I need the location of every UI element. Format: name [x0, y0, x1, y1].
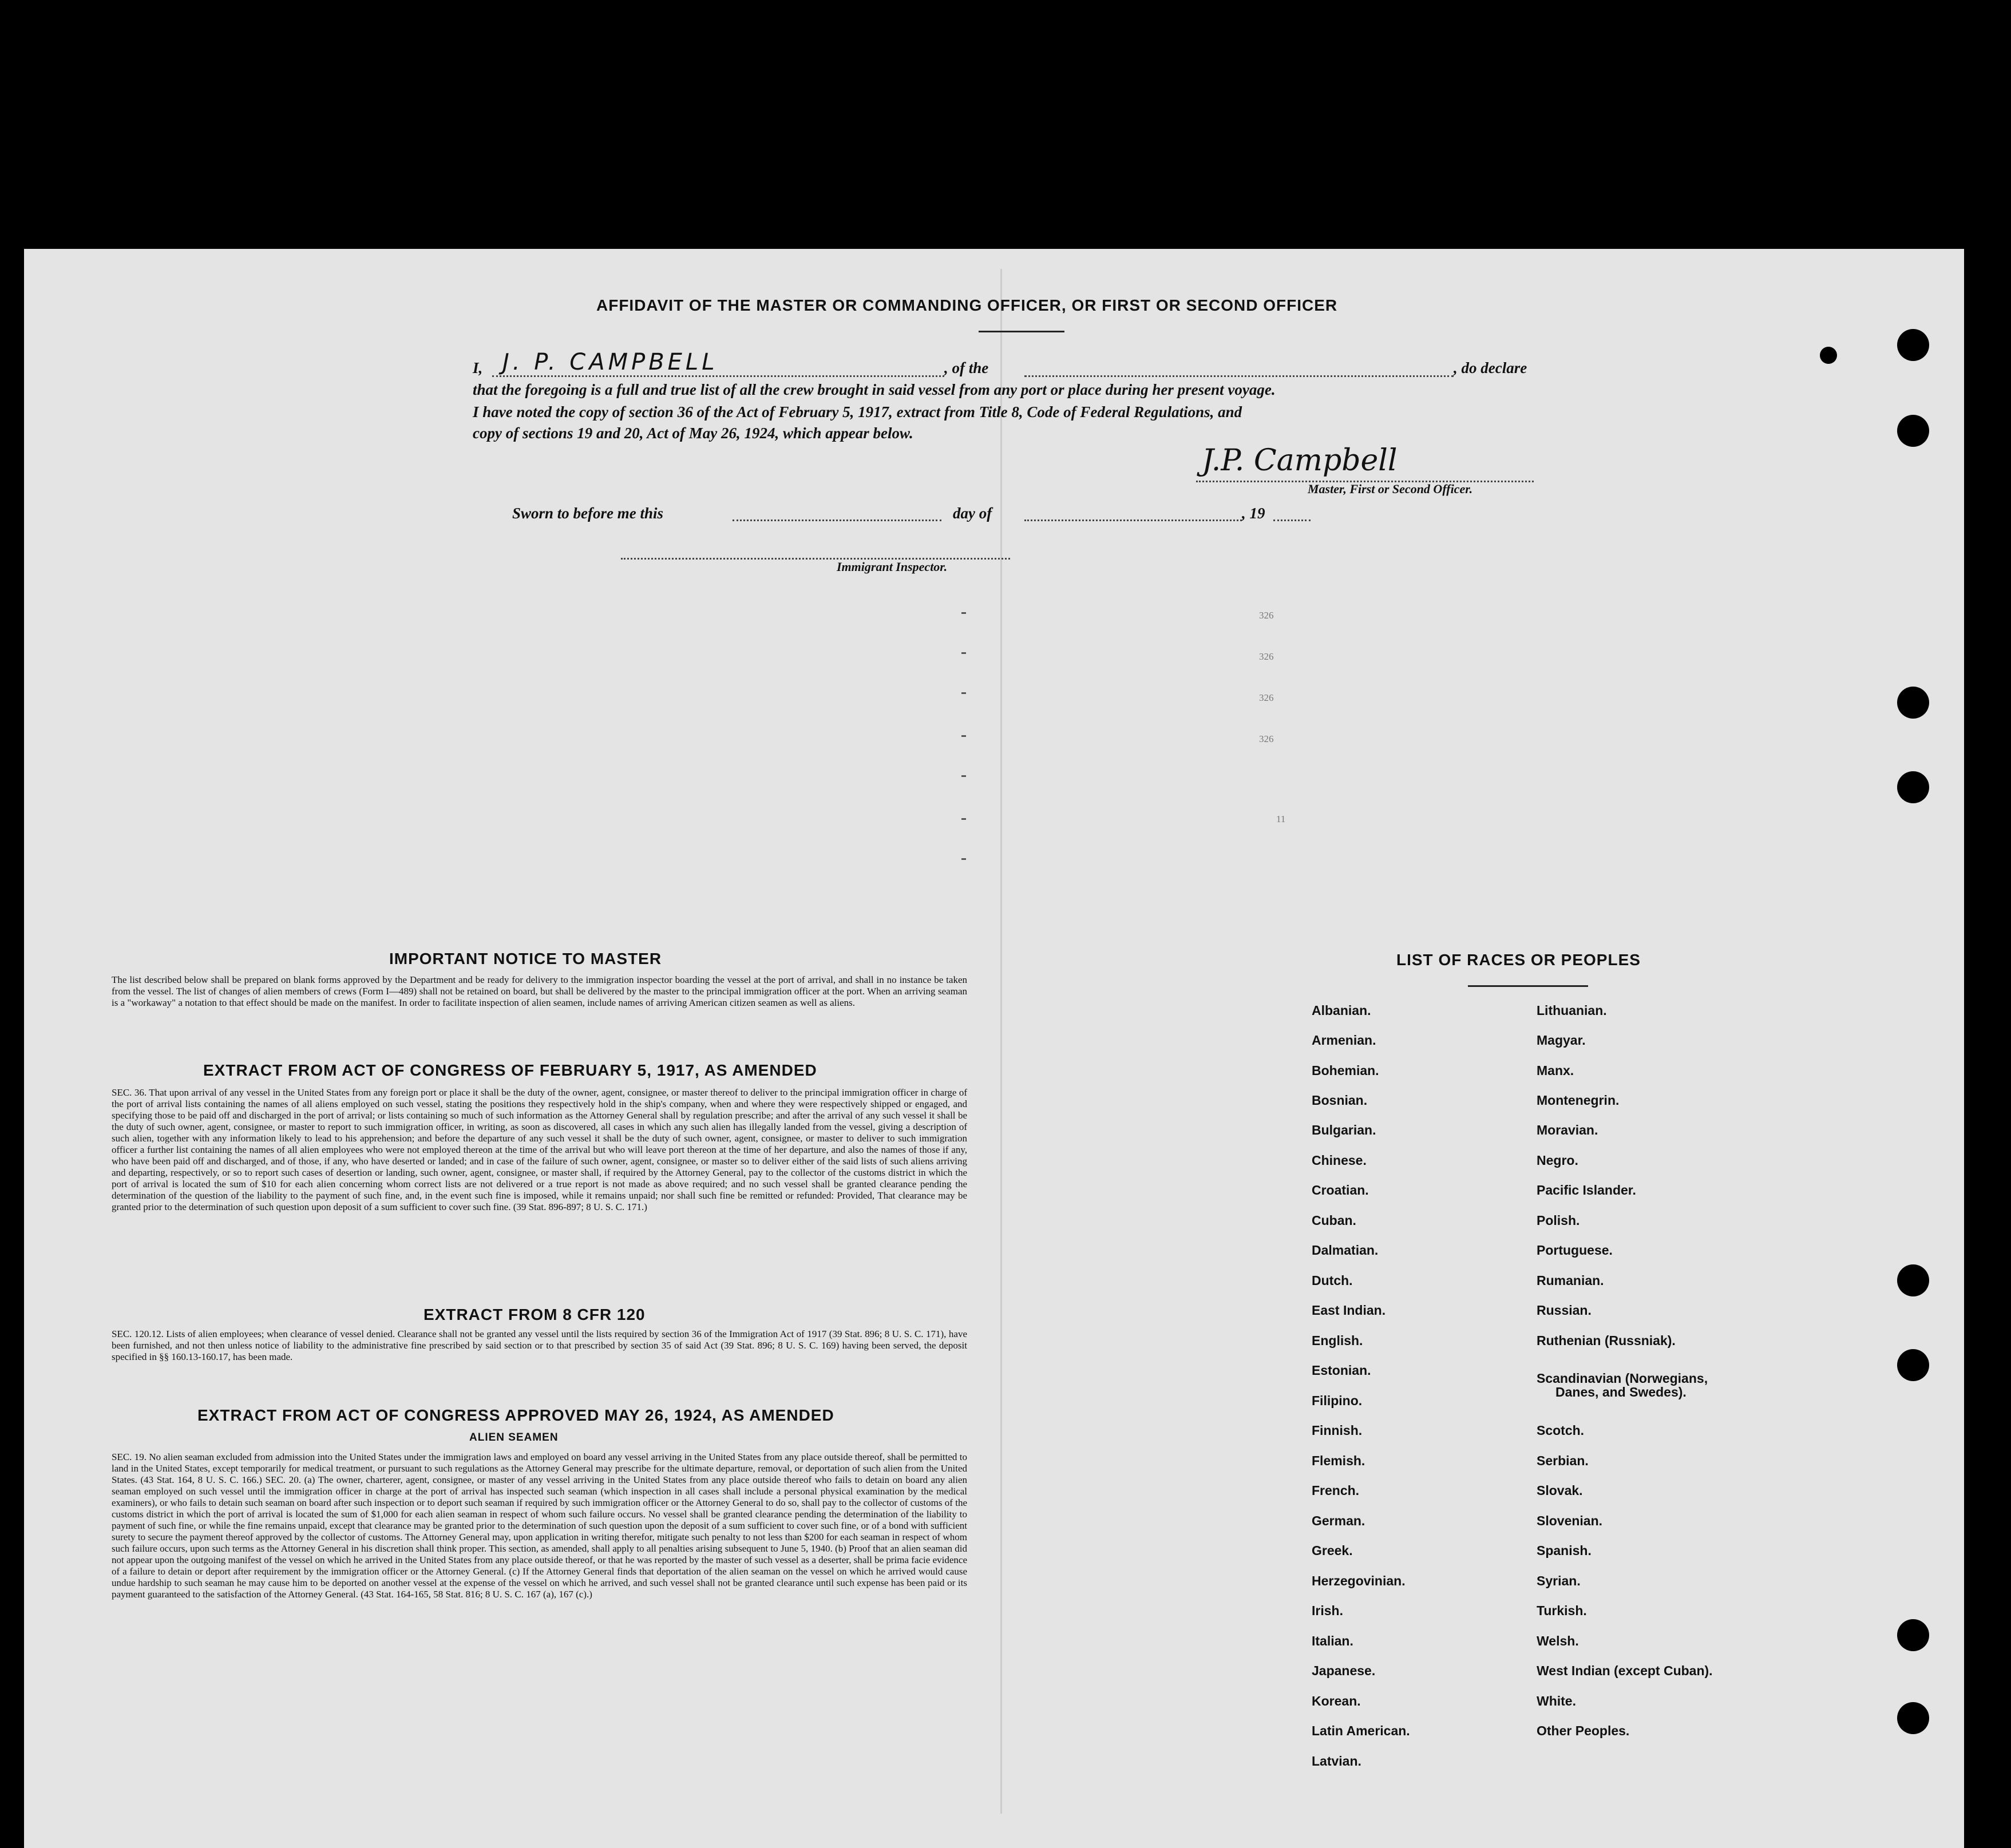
race-item: Turkish. [1537, 1603, 1587, 1618]
race-item: Bulgarian. [1312, 1123, 1376, 1137]
race-item: Bohemian. [1312, 1063, 1379, 1078]
punch-hole [1897, 1619, 1929, 1651]
race-item: Japanese. [1312, 1663, 1376, 1678]
inspector-label: Immigrant Inspector. [837, 560, 948, 574]
tick-mark [961, 858, 966, 860]
year-line [1273, 519, 1311, 521]
race-item: Moravian. [1537, 1123, 1598, 1137]
extract-1924-body: SEC. 19. No alien seaman excluded from admission into the United States under the immigration laws and employed on board any vessel arriving in the United States from any place outside thereof, shall be permitted to land in the United States, except temporarily for medical treatment, or pursuant to such regulations as the Attorney General may prescribe for the ultimate departure, removal, or deportation of such alien from the United States. (43 Stat. 164, 8 U. S. C. 166.) SEC. 20. (a) The owner, charterer, agent, consignee, or master of any vessel arriving in the United States from any place outside thereof who fails to detain on board any alien seaman employed on such vessel until the immigration officer in charge at the port of arrival has inspected such seaman (which inspection in all cases shall include a personal physical examination by the medical examiners), or who fails to detain such seaman on board after such inspection or to deport such seaman if required by such immigration officer or the Attorney General to do so, shall pay to the collector of customs of the customs district in which the port of arrival is located the sum of $1,000 for each alien seaman in respect of whom such failure occurs. No vessel shall be granted clearance pending the determination of the liability to payment of such fine, or while the fine remains unpaid, except that clearance may be granted prior to the determination of such question upon the deposit of a sum sufficient to cover such fine, or of a bond with sufficient surety to secure the payment thereof approved by the collector of customs. The Attorney General may, upon application in writing therefor, mitigate such penalty to not less than $200 for each seaman in respect of whom such failure occurs, upon such terms as the Attorney General in his discretion shall think proper. This section, as amended, shall apply to all penalties arising subsequent to June 5, 1940. (b) Proof that an alien seaman did not appear upon the outgoing manifest of the vessel on which he arrived in the United States from any place outside thereof, or that he was reported by the master of such vessel as a deserter, shall be prima facie evidence of a failure to detain or deport after requirement by the immigration officer or the Attorney General. (c) If the Attorney General finds that deportation of the alien seaman on the vessel on which he arrived would cause undue hardship to such seaman he may cause him to be deported on another vessel at the expense of the vessel on which he arrived, and such vessel shall not be granted clearance until such expense has been paid or its payment guaranteed to the satisfaction of the Attorney General. (43 Stat. 164-165, 58 Stat. 816; 8 U. S. C. 167 (a), 167 (c).) [112, 1452, 967, 1600]
punch-hole [1897, 415, 1929, 447]
race-item: Greek. [1312, 1543, 1353, 1558]
race-item: Flemish. [1312, 1453, 1365, 1468]
punch-hole [1897, 771, 1929, 803]
race-item: Italian. [1312, 1633, 1353, 1648]
notice-title: IMPORTANT NOTICE TO MASTER [389, 950, 662, 967]
race-item: English. [1312, 1333, 1363, 1348]
sworn-month-line [1024, 519, 1242, 521]
bleed-mark: 326 [1259, 692, 1274, 703]
race-item: Bosnian. [1312, 1093, 1368, 1108]
sworn-day-line [733, 519, 941, 521]
document-page [24, 249, 1964, 1848]
race-item: White. [1537, 1694, 1576, 1708]
race-item: Latvian. [1312, 1754, 1361, 1768]
race-item: Latin American. [1312, 1723, 1410, 1738]
race-item: Dalmatian. [1312, 1243, 1379, 1258]
race-item: Korean. [1312, 1694, 1361, 1708]
race-item: Slovenian. [1537, 1513, 1603, 1528]
do-declare-label: , do declare [1454, 359, 1527, 376]
race-item: Finnish. [1312, 1423, 1363, 1438]
race-item: Polish. [1537, 1213, 1580, 1228]
extract-1924-subtitle: ALIEN SEAMEN [469, 1431, 559, 1443]
race-item: Dutch. [1312, 1273, 1353, 1288]
extract-1924-title: EXTRACT FROM ACT OF CONGRESS APPROVED MAY 26, 1924, AS AMENDED [197, 1406, 834, 1424]
affidavit-i: I, [473, 359, 483, 376]
race-item: Armenian. [1312, 1033, 1376, 1048]
race-item: Portuguese. [1537, 1243, 1613, 1258]
bleed-mark: 326 [1259, 610, 1274, 621]
tick-mark [961, 735, 966, 737]
punch-hole [1897, 329, 1929, 361]
affidavit-line-4: copy of sections 19 and 20, Act of May 26, 1924, which appear below. [473, 425, 913, 442]
race-item: Rumanian. [1537, 1273, 1604, 1288]
title-underline [979, 331, 1064, 332]
race-item: Manx. [1537, 1063, 1574, 1078]
race-item: Slovak. [1537, 1483, 1583, 1498]
race-item: Russian. [1537, 1303, 1592, 1318]
bleed-mark: 11 [1276, 814, 1286, 824]
year-label: , 19 [1242, 505, 1265, 522]
race-item: Lithuanian. [1537, 1003, 1607, 1018]
race-item: Herzegovinian. [1312, 1573, 1406, 1588]
race-item: Danes, and Swedes). [1555, 1385, 1687, 1399]
tick-mark [961, 652, 966, 654]
race-item: Montenegrin. [1537, 1093, 1620, 1108]
bleed-mark: 326 [1259, 651, 1274, 662]
race-item: Irish. [1312, 1603, 1343, 1618]
name-line [492, 375, 944, 377]
affidavit-line-3: I have noted the copy of section 36 of the Act of February 5, 1917, extract from Title 8, Code of Federal Regulations, and [473, 403, 1242, 421]
race-item: West Indian (except Cuban). [1537, 1663, 1713, 1678]
extract-cfr-title: EXTRACT FROM 8 CFR 120 [423, 1306, 646, 1323]
race-item: Syrian. [1537, 1573, 1581, 1588]
race-item: East Indian. [1312, 1303, 1386, 1318]
extract-1917-title: EXTRACT FROM ACT OF CONGRESS OF FEBRUARY 5, 1917, AS AMENDED [203, 1061, 817, 1079]
race-item: Serbian. [1537, 1453, 1589, 1468]
of-the-label: , of the [944, 359, 989, 376]
bleed-mark: 326 [1259, 733, 1274, 744]
race-item: Scandinavian (Norwegians, [1537, 1371, 1708, 1386]
tick-mark [961, 612, 966, 614]
race-item: Magyar. [1537, 1033, 1586, 1048]
race-item: Scotch. [1537, 1423, 1585, 1438]
punch-hole [1897, 1702, 1929, 1734]
vessel-line [1024, 375, 1454, 377]
races-title: LIST OF RACES OR PEOPLES [1396, 951, 1641, 969]
punch-hole [1897, 1349, 1929, 1381]
race-item: Ruthenian (Russniak). [1537, 1333, 1676, 1348]
race-item: Chinese. [1312, 1153, 1367, 1168]
affidavit-line-2: that the foregoing is a full and true list of all the crew brought in said vessel from any port or place during her present voyage. [473, 381, 1276, 398]
race-item: Estonian. [1312, 1363, 1371, 1378]
punch-hole [1897, 687, 1929, 719]
race-item: Other Peoples. [1537, 1723, 1630, 1738]
race-item: German. [1312, 1513, 1365, 1528]
race-item: French. [1312, 1483, 1360, 1498]
extract-1917-body: SEC. 36. That upon arrival of any vessel in the United States from any foreign port or place it shall be the duty of the owner, agent, consignee, or master thereof to deliver to the principal immigration officer in charge of the port of arrival lists containing the names of all aliens employed on such vessel, stating the positions they respectively hold in the ship's company, when and where they were respectively shipped or engaged, and specifying those to be paid off and discharged in the port of arrival; or lists containing so much of such information as the Attorney General shall by regulation prescribe; and after the arrival of any such vessel it shall be the duty of such owner, agent, consignee, or master to report to such immigration officer, in writing, as soon as discovered, all cases in which any such alien has illegally landed from the vessel, giving a description of such alien, together with any information likely to lead to his apprehension; and before the departure of any such vessel it shall be the duty of such owner, agent, consignee, or master to deliver to such immigration officer a further list containing the names of all alien employees who were not employed thereon at the time of the arrival but who will leave port thereon at the time of her departure, and also the names of those if any, who have been paid off and discharged, and of those, if any, who have deserted or landed; and in case of the failure of such owner, agent, consignee, or master so to deliver either of the said lists of such aliens arriving and departing, respectively, or so to report such cases of desertion or landing, such owner, agent, consignee, or master shall, if required by the Attorney General, pay to the collector of the customs district in which the port of arrival is located the sum of $10 for each alien concerning whom correct lists are not delivered or a true report is not made as above required; and no such vessel shall be granted clearance pending the determination of the question of the liability to the payment of such fine, and, in the event such fine is imposed, while it remains unpaid; nor shall such fine be remitted or refunded: Provided, That clearance may be granted prior to the determination of such question upon deposit of a sum sufficient to cover such fine. (39 Stat. 896-897; 8 U. S. C. 171.) [112, 1087, 967, 1212]
punch-hole-small [1820, 347, 1837, 364]
signature-caption: Master, First or Second Officer. [1308, 482, 1473, 496]
race-item: Spanish. [1537, 1543, 1592, 1558]
race-item: Welsh. [1537, 1633, 1579, 1648]
affidavit-title: AFFIDAVIT OF THE MASTER OR COMMANDING OFFICER, OR FIRST OR SECOND OFFICER [596, 296, 1338, 314]
race-item: Negro. [1537, 1153, 1578, 1168]
sworn-label: Sworn to before me this [512, 505, 664, 522]
tick-mark [961, 775, 966, 777]
race-item: Albanian. [1312, 1003, 1371, 1018]
races-underline [1468, 985, 1588, 987]
tick-mark [961, 818, 966, 820]
inspector-line [621, 558, 1010, 560]
race-item: Pacific Islander. [1537, 1183, 1636, 1197]
punch-hole [1897, 1264, 1929, 1296]
race-item: Filipino. [1312, 1393, 1363, 1408]
extract-cfr-body: SEC. 120.12. Lists of alien employees; when clearance of vessel denied. Clearance shall not be granted any vessel until the lists required by section 36 of the Immigration Act of 1917 (39 Stat. 896; 8 U. S. C. 171), have been furnished, and not then unless notice of liability to the administrative fine prescribed by said section or to that prescribed by section 35 of said Act (39 Stat. 896; 8 U. S. C. 169) having been served, the deposit specified in §§ 160.13-160.17, has been made. [112, 1329, 967, 1362]
page-fold [1000, 269, 1002, 1814]
race-item: Cuban. [1312, 1213, 1356, 1228]
master-name-handwritten: J. P. CAMPBELL [502, 349, 718, 375]
tick-mark [961, 692, 966, 694]
notice-body: The list described below shall be prepared on blank forms approved by the Department and be ready for delivery to the immigration inspector boarding the vessel at the port of arrival, and shall in no instance be taken from the vessel. The list of changes of alien members of crews (Form I—489) shall not be retained on board, but shall be delivered by the master to the principal immigration officer at the port. When an arriving seaman is a "workaway" a notation to that effect should be made on the manifest. In order to facilitate inspection of alien seamen, include names of arriving American citizen seamen as well as aliens. [112, 974, 967, 1008]
race-item: Croatian. [1312, 1183, 1369, 1197]
day-of-label: day of [953, 505, 992, 522]
master-signature: J.P. Campbell [1202, 443, 1398, 478]
